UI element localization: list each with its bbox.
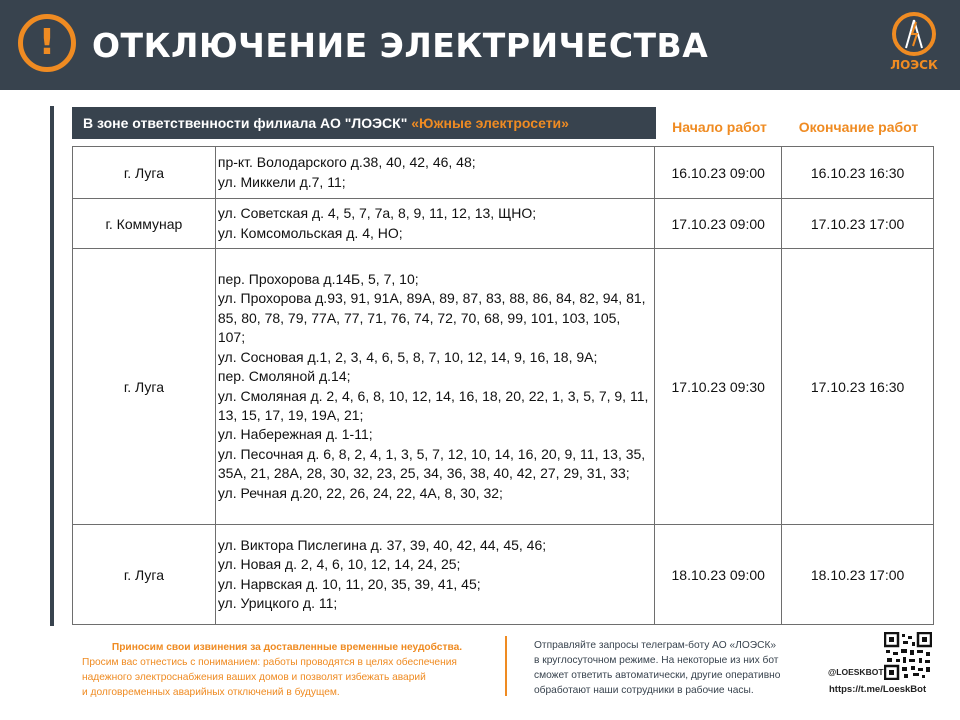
apology-heading: Приносим свои извинения за доставленные временные неудобства. (111, 642, 463, 653)
address-line: ул. Песочная д. 6, 8, 2, 4, 1, 3, 5, 7, 12, 10, 14, 16, 20, 9, 11, 13, 35, 35А, 21, 28А, 28, 30, 32, 23, 25, 34, 36, 38, 40, 42, 27, 29, 31, 33; (217, 445, 646, 482)
warning-icon: ! (18, 14, 76, 72)
city-cell: г. Коммунар (73, 199, 216, 249)
footer-divider (505, 636, 507, 696)
address-line: ул. Смоляная д. 2, 4, 6, 8, 10, 12, 14, 16, 18, 20, 22, 1, 3, 5, 7, 9, 11, 13, 15, 17, 19, 19А, 21; (217, 387, 649, 423)
table-row (73, 525, 934, 625)
address-line: пр-кт. Володарского д.38, 40, 42, 46, 48; (217, 154, 476, 171)
apology-line: надежного электроснабжения ваших домов и позволят избежать аварий (82, 672, 426, 683)
address-line: ул. Нарвская д. 10, 11, 20, 35, 39, 41, 45; (217, 575, 481, 592)
apology-line: и долговременных аварийных отключений в будущем. (82, 687, 340, 698)
lightning-icon (884, 10, 944, 60)
address-line: ул. Прохорова д.93, 91, 91А, 89А, 89, 87, 83, 88, 86, 84, 82, 94, 81, 85, 80, 78, 79, 77А, 77, 71, 76, 74, 72, 70, 68, 99, 101, 103, 105, 107; (217, 290, 646, 346)
bot-info-line: в круглосуточном режиме. На некоторые из них бот (534, 655, 779, 666)
end-time-cell: 17.10.23 16:30 (782, 249, 934, 525)
page-title: ОТКЛЮЧЕНИЕ ЭЛЕКТРИЧЕСТВА (92, 26, 709, 65)
address-line: ул. Комсомольская д. 4, НО; (217, 224, 403, 241)
table-row (73, 199, 934, 249)
city-cell: г. Луга (73, 249, 216, 525)
start-column-header: Начало работ (672, 119, 767, 135)
bot-info-line: Отправляйте запросы телеграм-боту АО «ЛОЭСК» (534, 640, 777, 651)
address-line: ул. Набережная д. 1-11; (217, 426, 373, 443)
address-line: пер. Прохорова д.14Б, 5, 7, 10; (217, 271, 419, 288)
outage-table (72, 146, 934, 625)
footer-bot-info (534, 638, 824, 698)
bot-info-line: сможет ответить автоматически, другие оперативно (534, 670, 781, 681)
address-line: ул. Миккели д.7, 11; (217, 173, 346, 190)
bot-handle: @LOESKBOT (828, 667, 884, 677)
logo-text: ЛОЭСК (890, 58, 938, 72)
end-column-header: Окончание работ (798, 119, 919, 135)
address-line: ул. Виктора Пислегина д. 37, 39, 40, 42, 44, 45, 46; (217, 536, 547, 553)
table-row (73, 147, 934, 199)
zone-banner (72, 107, 656, 139)
table-row (73, 249, 934, 525)
address-cell (215, 147, 654, 199)
apology-line: Просим вас отнестись с пониманием: работы проводятся в целях обеспечения (82, 657, 457, 668)
zone-label: В зоне ответственности филиала АО "ЛОЭСК" (83, 115, 412, 131)
zone-branch: «Южные электросети» (411, 115, 569, 131)
start-time-cell: 16.10.23 09:00 (655, 147, 782, 199)
footer-apology (82, 640, 492, 700)
address-line: ул. Новая д. 2, 4, 6, 10, 12, 14, 24, 25; (217, 556, 461, 573)
loesk-logo (884, 10, 944, 80)
left-accent-bar (50, 106, 54, 626)
end-time-cell: 18.10.23 17:00 (782, 525, 934, 625)
start-time-cell: 17.10.23 09:30 (655, 249, 782, 525)
end-time-cell: 17.10.23 17:00 (782, 199, 934, 249)
address-cell (215, 199, 654, 249)
bot-link[interactable]: https://t.me/LoeskBot (829, 684, 927, 695)
end-time-cell: 16.10.23 16:30 (782, 147, 934, 199)
start-time-cell: 17.10.23 09:00 (655, 199, 782, 249)
start-time-cell: 18.10.23 09:00 (655, 525, 782, 625)
header-bar (0, 0, 960, 90)
address-line: ул. Советская д. 4, 5, 7, 7а, 8, 9, 11, 12, 13, ЩНО; (217, 205, 537, 222)
address-cell (215, 249, 654, 525)
address-line: ул. Сосновая д.1, 2, 3, 4, 6, 5, 8, 7, 10, 12, 14, 9, 16, 18, 9А; (217, 348, 598, 365)
address-line: ул. Урицкого д. 11; (217, 594, 338, 611)
city-cell: г. Луга (73, 147, 216, 199)
address-line: пер. Смоляной д.14; (217, 368, 351, 385)
address-cell (215, 525, 654, 625)
address-line: ул. Речная д.20, 22, 26, 24, 22, 4А, 8, 30, 32; (217, 484, 503, 501)
city-cell: г. Луга (73, 525, 216, 625)
qr-code-icon[interactable] (884, 632, 932, 680)
bot-info-line: обработают наши сотрудники в рабочие часы. (534, 685, 754, 696)
